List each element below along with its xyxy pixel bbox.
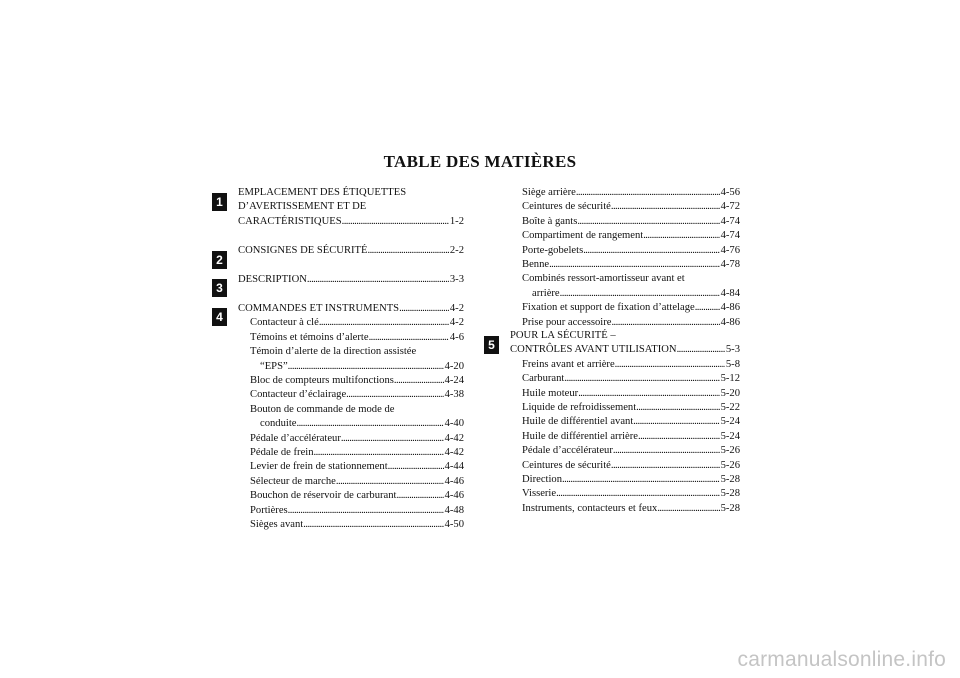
toc-entry-page: 4-20 <box>444 360 464 372</box>
toc-entry-label: Pédale d’accélérateur <box>522 445 613 457</box>
toc-entry-label: Pédale de frein <box>250 447 314 459</box>
dot-leader <box>394 374 444 388</box>
toc-entry[interactable] <box>238 489 464 503</box>
dot-leader <box>336 475 444 489</box>
toc-entry-label: Compartiment de rangement <box>522 230 644 242</box>
toc-entry-page: 5-26 <box>720 445 740 457</box>
dot-leader <box>578 387 719 401</box>
toc-entry-label: CONSIGNES DE SÉCURITÉ <box>238 245 368 256</box>
chapter-tab-4[interactable]: 4 <box>212 308 227 326</box>
toc-entry-label: Benne <box>522 259 550 271</box>
toc-heading-line: D’AVERTISSEMENT ET DE <box>238 201 367 213</box>
toc-entry-label: Carburant <box>522 373 565 385</box>
dot-leader <box>549 258 720 272</box>
toc-entry[interactable] <box>510 200 740 214</box>
toc-entry[interactable] <box>238 446 464 460</box>
dot-leader <box>296 417 443 431</box>
toc-entry[interactable] <box>510 415 740 429</box>
toc-entry[interactable] <box>510 487 740 501</box>
toc-entry-label: Portières <box>250 504 288 516</box>
toc-entry[interactable] <box>238 360 464 374</box>
toc-entry-page: 4-24 <box>444 375 464 387</box>
toc-column-left <box>216 186 464 533</box>
toc-entry[interactable] <box>238 475 464 489</box>
toc-entry[interactable] <box>510 215 740 229</box>
toc-entry-label: Freins avant et arrière <box>522 358 615 370</box>
toc-section-2 <box>216 244 464 273</box>
toc-entry-label: Instruments, contacteurs et feux <box>522 502 658 514</box>
toc-entry-label: Sièges avant <box>250 519 304 531</box>
toc-entry-label: Contacteur à clé <box>250 317 319 329</box>
toc-entry-page: 5-28 <box>720 502 740 514</box>
toc-entry[interactable] <box>510 473 740 487</box>
toc-entry-page: 4-74 <box>720 215 740 227</box>
toc-entry-label: Huile de différentiel avant <box>522 416 634 428</box>
toc-entry[interactable] <box>238 331 464 345</box>
dot-leader <box>576 186 720 200</box>
toc-entry[interactable] <box>238 388 464 402</box>
dot-leader <box>346 388 443 402</box>
toc-entry-page: 4-2 <box>449 317 464 329</box>
dot-leader <box>397 489 444 503</box>
dot-leader <box>556 487 720 501</box>
dot-leader <box>583 244 719 258</box>
dot-leader <box>564 372 719 386</box>
toc-section-4 <box>216 302 464 533</box>
dot-leader <box>611 459 720 473</box>
toc-entry-label: Prise pour accessoire <box>522 316 612 328</box>
toc-entry-label: Direction <box>522 474 563 486</box>
toc-entry[interactable] <box>238 273 464 287</box>
toc-entry[interactable] <box>510 444 740 458</box>
dot-leader <box>643 229 719 243</box>
toc-entry-page: 4-56 <box>720 187 740 198</box>
toc-entry[interactable] <box>510 287 740 301</box>
toc-entry-label: Ceintures de sécurité <box>522 201 611 213</box>
toc-entry-label: DESCRIPTION <box>238 274 307 285</box>
toc-entry-page: 5-3 <box>725 344 740 356</box>
toc-entry-page: 4-86 <box>720 302 740 314</box>
toc-entry[interactable] <box>238 374 464 388</box>
toc-entry-label-cont: conduite <box>260 418 297 430</box>
toc-entry-page: 4-6 <box>449 331 464 343</box>
dot-leader <box>288 360 444 374</box>
toc-entry-page: 4-78 <box>720 259 740 271</box>
toc-entry[interactable] <box>238 460 464 474</box>
toc-entry-page: 4-48 <box>444 504 464 516</box>
watermark: carmanualsonline.info <box>737 648 946 671</box>
dot-leader <box>303 518 443 532</box>
toc-entry-page: 4-2 <box>449 303 464 314</box>
toc-heading-line: EMPLACEMENT DES ÉTIQUETTES <box>238 187 407 198</box>
toc-entry-page: 5-28 <box>720 488 740 500</box>
toc-entry-page: 4-42 <box>444 432 464 444</box>
toc-entry-label: Témoin d’alerte de la direction assistée <box>250 346 417 358</box>
toc-entry-page: 4-46 <box>444 490 464 502</box>
toc-sublist <box>238 316 464 532</box>
toc-entry-page: 4-72 <box>720 201 740 213</box>
toc-entry-label: Fixation et support de fixation d’attelage <box>522 302 695 314</box>
toc-heading-line: POUR LA SÉCURITÉ – <box>510 330 616 341</box>
toc-entry[interactable] <box>510 401 740 415</box>
toc-sublist <box>510 358 740 516</box>
toc-entry[interactable] <box>238 302 464 316</box>
toc-entry-page: 5-12 <box>720 373 740 385</box>
dot-leader <box>288 504 444 518</box>
toc-entry-label: Témoins et témoins d’alerte <box>250 331 369 343</box>
toc-entry-label: Pédale d’accélérateur <box>250 432 341 444</box>
toc-entry-page: 4-86 <box>720 316 740 328</box>
toc-entry-page: 4-46 <box>444 475 464 487</box>
toc-entry-page: 4-44 <box>444 461 464 473</box>
toc-entry-label: Levier de frein de stationnement <box>250 461 388 473</box>
toc-entry[interactable] <box>510 301 740 315</box>
toc-entry[interactable] <box>510 459 740 473</box>
toc-entry-page: 5-26 <box>720 459 740 471</box>
toc-sublist <box>510 186 740 329</box>
toc-entry[interactable] <box>510 358 740 372</box>
dot-leader <box>341 432 444 446</box>
toc-entry-page: 5-22 <box>720 402 740 414</box>
toc-entry-page: 4-42 <box>444 447 464 459</box>
dot-leader <box>657 502 719 516</box>
dot-leader <box>611 316 719 330</box>
toc-entry[interactable] <box>510 244 740 258</box>
toc-entry[interactable] <box>510 343 740 357</box>
dot-leader <box>399 302 449 316</box>
dot-leader <box>613 444 720 458</box>
dot-leader <box>633 415 719 429</box>
toc-entry-page: 4-40 <box>444 418 464 430</box>
dot-leader <box>314 446 444 460</box>
toc-entry-label: Ceintures de sécurité <box>522 459 611 471</box>
toc-entry[interactable] <box>510 186 740 200</box>
toc-entry-label: Huile de différentiel arrière <box>522 430 638 442</box>
page-title: TABLE DES MATIÈRES <box>383 152 577 171</box>
chapter-tab-5[interactable]: 5 <box>484 336 499 354</box>
toc-entry-label: Bouchon de réservoir de carburant <box>250 490 397 502</box>
toc-entry-page: 5-24 <box>720 430 740 442</box>
toc-entry-label: CONTRÔLES AVANT UTILISATION <box>510 344 677 356</box>
toc-entry-page: 1-2 <box>449 215 464 227</box>
toc-entry[interactable] <box>510 258 740 272</box>
toc-entry-label: Sélecteur de marche <box>250 475 336 487</box>
toc-entry[interactable] <box>510 502 740 516</box>
dot-leader <box>611 200 720 214</box>
dot-leader <box>577 215 719 229</box>
toc-entry-label-cont: arrière <box>532 287 560 299</box>
toc-entry-page: 4-50 <box>444 519 464 531</box>
toc-section-5 <box>488 329 740 516</box>
dot-leader <box>369 331 449 345</box>
toc-entry[interactable] <box>238 244 464 258</box>
dot-leader <box>367 244 448 258</box>
toc-entry[interactable] <box>238 417 464 431</box>
toc-entry[interactable] <box>510 387 740 401</box>
chapter-tab-2[interactable]: 2 <box>212 251 227 269</box>
toc-entry-label: Bouton de commande de mode de <box>250 403 395 415</box>
dot-leader <box>307 273 449 287</box>
toc-entry-label: CARACTÉRISTIQUES <box>238 215 342 227</box>
toc-entry-page: 5-20 <box>720 387 740 399</box>
toc-entry-page: 4-38 <box>444 389 464 401</box>
toc-entry-page: 5-8 <box>725 358 740 370</box>
toc-entry-page: 5-28 <box>720 474 740 486</box>
toc-entry[interactable] <box>238 215 464 229</box>
toc-column-right <box>488 186 740 516</box>
toc-entry-page: 4-84 <box>720 287 740 299</box>
chapter-tab-1[interactable]: 1 <box>212 193 227 211</box>
toc-entry[interactable] <box>510 316 740 330</box>
toc-entry[interactable] <box>510 372 740 386</box>
chapter-tab-3[interactable]: 3 <box>212 279 227 297</box>
toc-entry[interactable] <box>238 316 464 330</box>
toc-entry[interactable] <box>510 430 740 444</box>
dot-leader <box>560 287 720 301</box>
toc-entry-label: Boîte à gants <box>522 215 578 227</box>
toc-entry-label: Combinés ressort-amortisseur avant et <box>522 273 685 285</box>
toc-section-1 <box>216 186 464 244</box>
toc-section-3 <box>216 273 464 302</box>
dot-leader <box>638 430 720 444</box>
toc-entry[interactable] <box>238 504 464 518</box>
toc-entry-label: Liquide de refroidissement <box>522 402 637 414</box>
toc-entry-label: COMMANDES ET INSTRUMENTS <box>238 303 400 314</box>
dot-leader <box>319 316 449 330</box>
toc-entry-page: 3-3 <box>449 274 464 285</box>
toc-entry-label: Contacteur d’éclairage <box>250 389 347 401</box>
toc-entry-label-cont: “EPS” <box>260 360 288 372</box>
toc-entry-page: 2-2 <box>449 245 464 256</box>
dot-leader <box>695 301 720 315</box>
toc-entry-label: Visserie <box>522 488 557 500</box>
toc-entry[interactable] <box>238 518 464 532</box>
toc-entry-label: Bloc de compteurs multifonctions <box>250 375 394 387</box>
dot-leader <box>615 358 725 372</box>
toc-entry[interactable] <box>238 432 464 446</box>
toc-entry-page: 4-76 <box>720 244 740 256</box>
toc-entry-label: Siège arrière <box>522 187 576 198</box>
toc-entry-label: Porte-gobelets <box>522 244 584 256</box>
dot-leader <box>388 460 444 474</box>
toc-entry[interactable] <box>510 229 740 243</box>
dot-leader <box>342 215 449 229</box>
dot-leader <box>636 401 719 415</box>
toc-entry-page: 4-74 <box>720 230 740 242</box>
dot-leader <box>562 473 720 487</box>
toc-entry-label: Huile moteur <box>522 387 579 399</box>
toc-entry-page: 5-24 <box>720 416 740 428</box>
dot-leader <box>677 343 725 357</box>
